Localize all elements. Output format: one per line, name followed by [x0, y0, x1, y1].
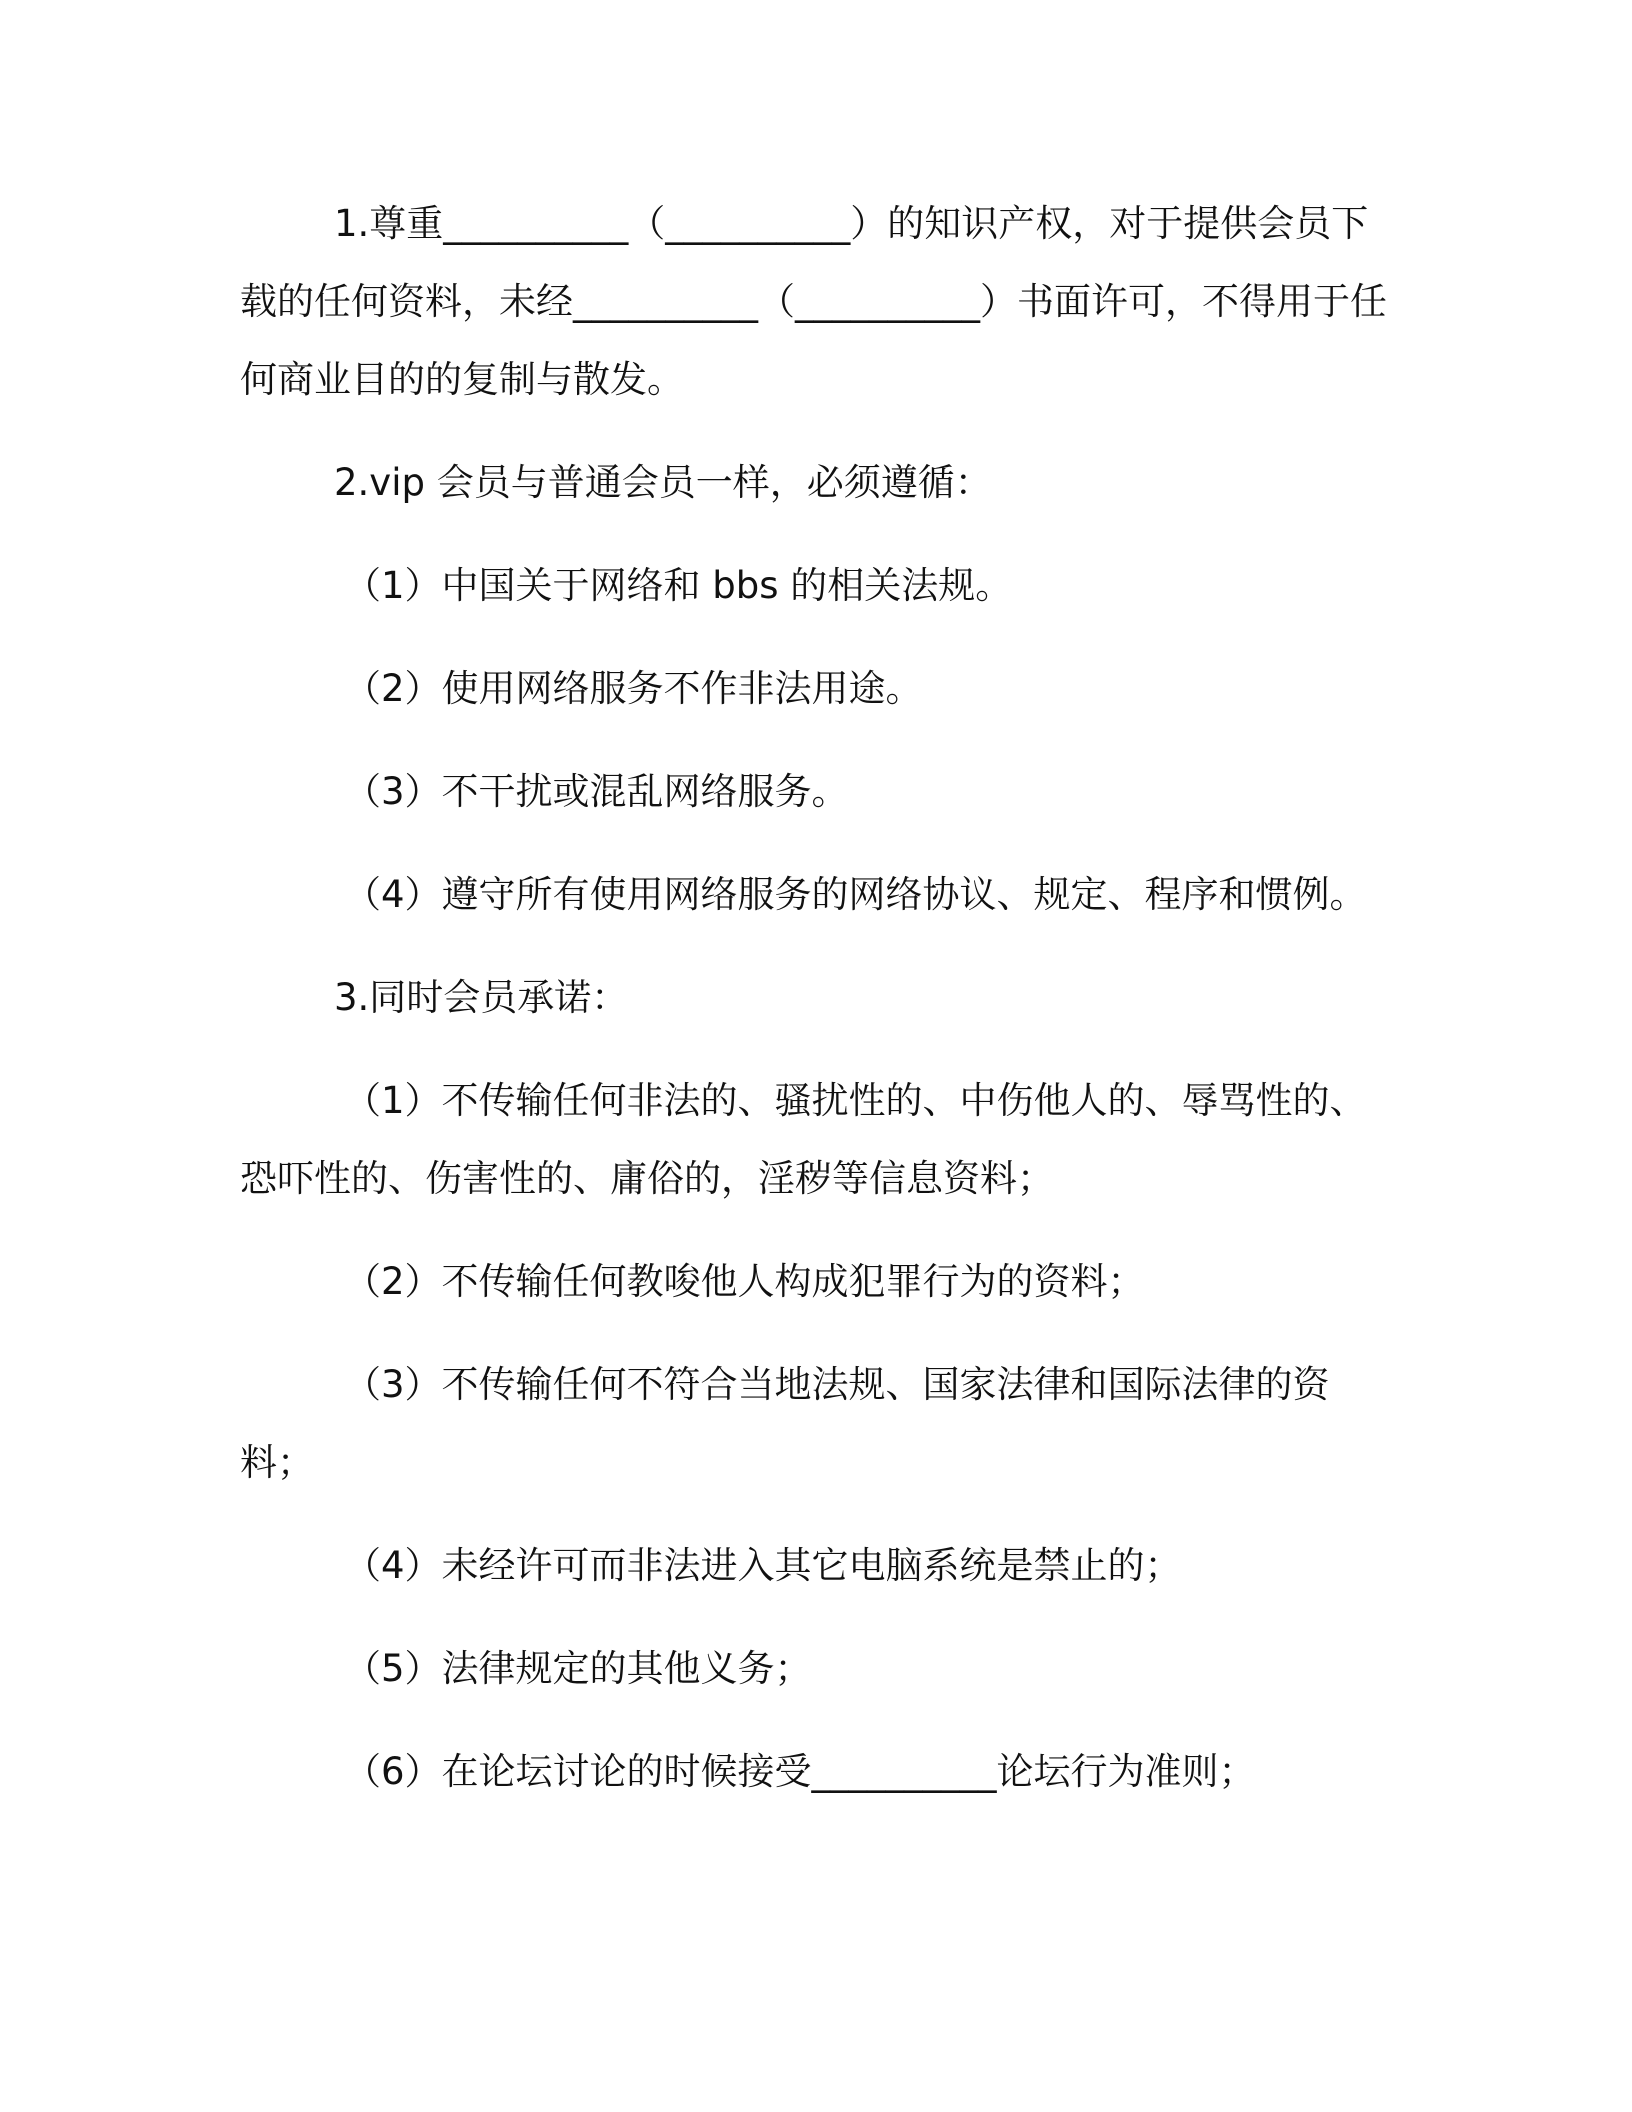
list-item-promise-1: （1）不传输任何非法的、骚扰性的、中伤他人的、辱骂性的、恐吓性的、伤害性的、庸俗的，淫秽等信息资料； [240, 1079, 1367, 1200]
list-item-rule-2: （2）使用网络服务不作非法用途。 [344, 667, 923, 710]
list-item-rule-1: （1）中国关于网络和 bbs 的相关法规。 [344, 564, 1013, 607]
list-item-promise-6: （6）在论坛讨论的时候接受__________论坛行为准则； [344, 1750, 1256, 1793]
list-item-promise-4: （4）未经许可而非法进入其它电脑系统是禁止的； [344, 1544, 1182, 1587]
document-body [240, 185, 1390, 1836]
paragraph-member-promise-heading: 3.同时会员承诺： [334, 976, 629, 1019]
list-item-rule-4: （4）遵守所有使用网络服务的网络协议、规定、程序和惯例。 [344, 873, 1367, 916]
paragraph-vip-rules-heading: 2.vip 会员与普通会员一样，必须遵循： [334, 461, 992, 504]
list-item-promise-2: （2）不传输任何教唆他人构成犯罪行为的资料； [344, 1260, 1145, 1303]
list-item-promise-5: （5）法律规定的其他义务； [344, 1647, 812, 1690]
paragraph-intellectual-property: 1.尊重__________（__________）的知识产权，对于提供会员下载的任何资料，未经__________（__________）书面许可，不得用于任何商业目的的复制与散发。 [240, 202, 1387, 401]
list-item-rule-3: （3）不干扰或混乱网络服务。 [344, 770, 849, 813]
list-item-promise-3: （3）不传输任何不符合当地法规、国家法律和国际法律的资料； [240, 1363, 1330, 1484]
